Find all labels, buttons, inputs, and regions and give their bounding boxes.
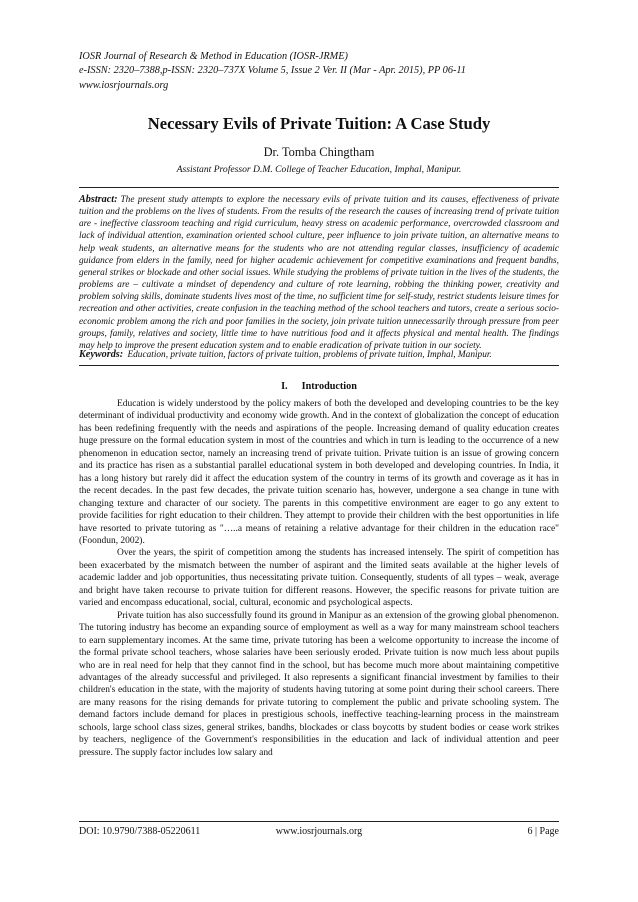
keywords-label: Keywords:: [79, 349, 124, 360]
abstract-text: The present study attempts to explore the necessary evils of private tuition and its causes, effectiveness of private tuition and the problems on the lives of students. From the results of the research the causes of increasing trend of private tuition are - ineffective classroom teaching and rigid curriculum, heavy stress on academic performance, overcrowded classroom and lack of individual attention, examination oriented school culture, peer influence to join private tuition, an alternative means to help weak students, an alternative means for the students who are not attending regular classes, insufficiency of academic guidance from elders in the family, need for higher academic achievement for competitive examinations and frequent bandhs, general strikes or blockade and other social issues. While studying the problems of private tuition in the lives of the students, the problems are – cultivate a mindset of dependency and culture of rote learning, robbing the thinking power, creativity and problem solving skills, dominate students lives most of the time, no sufficient time for self-study, restrict students leisure times for recreation and other activities, create confusion in the teaching method of the school teachers and tutors, create a serious socio-economic problem among the rich and poor families in the society, join private tuition unnecessarily through pressure from peer groups, family, relatives and society, little time to have nutritious food and it affects physical and mental health. The findings may help to improve the present education system and to enable eradication of private tuition in our society.: [79, 195, 559, 351]
abstract-bottom-rule: [79, 365, 559, 366]
page-footer: [79, 826, 559, 842]
paper-title: Necessary Evils of Private Tuition: A Case Study: [147, 114, 491, 133]
footer-website: www.iosrjournals.org: [275, 826, 363, 837]
abstract: [79, 194, 559, 352]
paragraph: Education is widely understood by the policy makers of both the developed and developing countries to be the key determinant of individual productivity and economy wide growth. And in the context of globalization the concept of education has been redefining frequently with the needs and aspirations of the people. Increasing demand of quality education creates huge pressure on the formal education system in most of the countries and which in turn is leading to the occurrence of a new phenomenon in education sector, namely an increasing trend of private tuition. Private tuition is an issue of growing concern and its practice has risen as a substantial parallel educational system in both developed and developing countries. In India, it has a long history but rarely did it affect the education system of the country in terms of its growth and coverage as it has in the recent decades. In the past few decades, the private tuition scenario has, however, undergone a sea change in tune with changing texture and character of our society. The parents in this competitive environment are eager to go any extent to provide facilities for right education to their children. They attempt to provide their children with the best opportunities in life have resorted to private tutoring as "…..a means of retaining a relative advantage for their children in the education race" (Foondun, 2002).: [79, 399, 559, 546]
footer-page-number: 6 | Page: [527, 826, 559, 837]
footer-doi: DOI: 10.9790/7388-05220611: [79, 826, 201, 837]
journal-name: IOSR Journal of Research & Method in Education (IOSR-JRME): [79, 51, 348, 62]
footer-rule: [79, 821, 559, 822]
keywords-text: Education, private tuition, factors of private tuition, problems of private tuition, Imphal, Manipur.: [127, 350, 492, 360]
keywords: [79, 349, 559, 361]
paragraph: Private tuition has also successfully found its ground in Manipur as an extension of the growing global phenomenon. The tutoring industry has become an expanding source of employment as well as a way for many mainstream school teachers to earn supplementary incomes. At the same time, private tutoring has been a welcome opportunity to increase the income of the formal private school teachers, whose salaries have been seriously eroded. Private tuition is now much less about pupils who are in real need for help that they cannot find in the school, but has become much more about maintaining competitive advantages of the already successful and privileged. It also represents a significant financial investment by families to their children's education in the state, with the majority of students having tutoring at some point during their school careers. There are many reasons for the rising demands for private tutoring to complement the public and private schooling system. The demand factors include demand for places in prestigious schools, ineffective teaching-learning process in the mainstream schools, large school class sizes, general strikes, bandhs, blockades or class boycotts by student bodies or cease work strikes by teachers, negligence of the Government's responsibilities in the education and lack of individual attention and peer pressure. The supply factor includes low salary and: [79, 610, 559, 758]
journal-header: [79, 50, 569, 93]
section-heading: [0, 381, 638, 392]
abstract-label: Abstract:: [79, 194, 118, 205]
author-affiliation: Assistant Professor D.M. College of Teacher Education, Imphal, Manipur.: [176, 164, 462, 175]
body-text: [79, 398, 559, 759]
author-name: Dr. Tomba Chingtham: [263, 145, 375, 159]
abstract-top-rule: [79, 187, 559, 188]
paragraph: Over the years, the spirit of competition among the students has increased intensely. The spirit of competition has been exacerbated by the mismatch between the number of aspirant and the limited seats available at the higher levels of academic ladder and job opportunities, thus necessitating private tuition. Consequently, students of all types – weak, average and bright have taken recourse to private tuition for different reasons. However, the specific reasons for private tuition are varied and encompass educational, social, cultural, economic and psychological aspects.: [79, 548, 559, 609]
section-title: Introduction: [301, 381, 357, 392]
journal-website: www.iosrjournals.org: [79, 79, 169, 91]
journal-issn-volume: e-ISSN: 2320–7388,p-ISSN: 2320–737X Volume 5, Issue 2 Ver. II (Mar - Apr. 2015), PP 06-11: [79, 65, 466, 77]
section-number: I.: [281, 381, 288, 392]
